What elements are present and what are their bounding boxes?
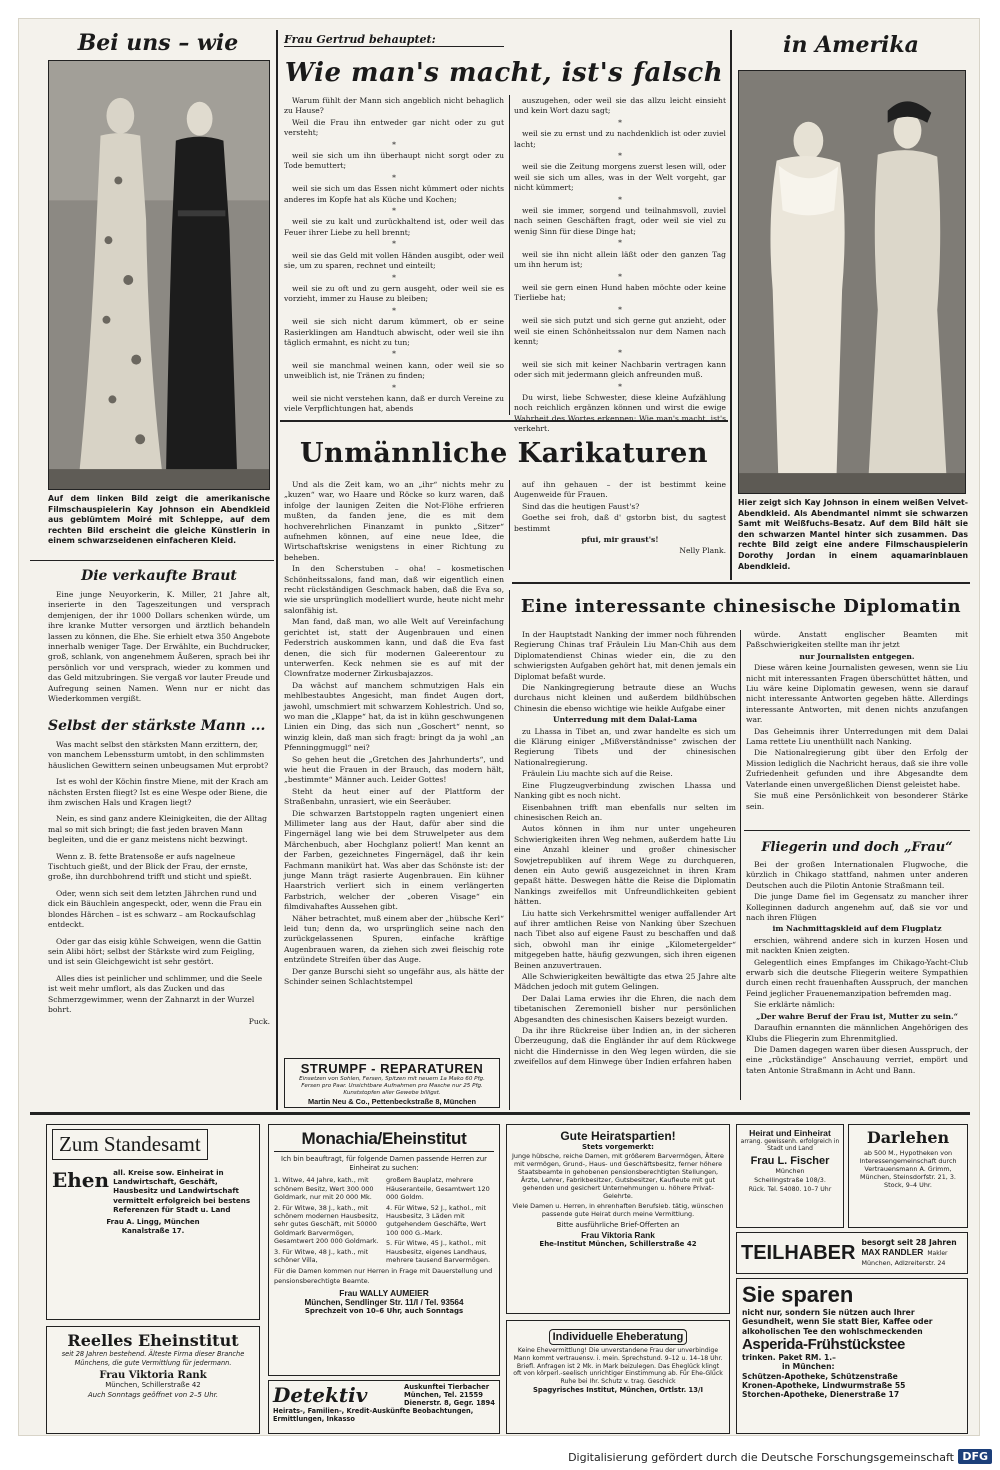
mann-stanza: Nein, es sind ganz andere Kleinigkeiten, die der Alltag mal so mit sich bringt; die fast jeden braven Mann begleiten, und die er ganz meistens nicht bezwingt. [48, 814, 267, 845]
standesamt-text: all. Kreise sow. Einheirat in Landwirtschaft, Geschäft, Hausbesitz und Landwirtschaft vermittelt erfolgreich bei bestens Referenzen für Stadt u. Land [113, 1168, 251, 1214]
left-photo-kay-johnson [48, 60, 270, 490]
gertrud-star: * [392, 305, 396, 315]
ad-sie-sparen [736, 1278, 968, 1434]
gertrud-para: weil sie sich um ihn überhaupt nicht sorgt oder zu Tode bemuttert; [284, 151, 504, 171]
gertrud-para: Weil die Frau ihn entweder gar nicht oder zu gut versteht; [284, 117, 504, 138]
detektiv-bottom: Heirats-, Familien-, Kredit-Auskünfte Beobachtungen, Ermittlungen, Inkasso [273, 1407, 474, 1423]
monachia-intro: Ich bin beauftragt, für folgende Damen passende Herren zur Einheirat zu suchen: [281, 1155, 487, 1173]
mann-title: Selbst der stärkste Mann ... [48, 718, 266, 734]
mann-stanza: Alles dies ist peinlicher und schlimmer, und die Seele ist weit mehr umflort, als das Zucken und das Schmerzgewimmer, wenn der Zahnarzt in der Wurzel bohrt. [48, 973, 263, 1014]
chinesische-para: zu Lhassa in Tibet an, und zwar handelte es sich um die Klärung einiger „Mißverständnisse“ zwischen der Regierung Tibets und der chinesischen Nationalregierung. [514, 726, 736, 767]
standesamt-ehen: Ehen [52, 1168, 110, 1192]
mann-stanza: Wenn z. B. fette Bratensoße er aufs nagelneue Tischtuch gießt, und der Blick der Frau, der ernste, große, ihn durchbohrend trifft und sticht und spießt. [48, 851, 252, 882]
chinesische-para: würde. Anstatt englischer Beamten mit Paßschwierigkeiten stellte man ihr jetzt [746, 630, 968, 650]
sparen-shop: Schützen-Apotheke, Schützenstraße [742, 1371, 898, 1381]
karikaturen-para: Und als die Zeit kam, wo an „ihr“ nichts mehr zu „kuzen“ war, wo Haare und Röcke so kurz waren, daß infolge der launigen Zeiten die Not-Flöhe erfrieren mußten, da fanden jene, die es mit dem hochverehrlichen Finanzamt in punkto „Sitzer“ aufnehmen können, auf eine neue Idee, die Wirtschaftskrise wenigstens in einer Richtung zu beheben. [284, 480, 504, 562]
gertrud-para: weil sie gern einen Hund haben möchte oder keine Tierliebe hat; [514, 282, 726, 303]
braut-title: Die verkaufte Braut [81, 568, 237, 584]
sparen-price: trinken. Paket RM. 1.– [742, 1353, 836, 1363]
monachia-name: Frau WALLY AUMEIER [339, 1287, 429, 1298]
braut-text: Eine junge Neuyorkerin, K. Miller, 21 Jahre alt, inserierte in den Tageszeitungen und versprach demjenigen, der ihr 1000 Dollars schenken würde, um ihre kranke Mutter versorgen und ärztlich behandeln lassen zu können, die Ehe. Sie erhielt etwa 350 Angebote innerhalb weniger Tage. Der Erwählte, ein Buchdrucker, groß, schlank, von angenehmem Äußeren, sprach bei ihr persönlich vor und versprach, wieder zu kommen und das Geld mitzubringen. Sie vergaß vor lauter Freude und Aufregung seinen Namen. Wenn nur er nicht das Wiederkommen vergißt. [48, 590, 270, 704]
fischer-addr: Schellingstraße 108/3. [754, 1176, 826, 1185]
detektiv-side1: Auskunftei Tierbacher [404, 1383, 490, 1391]
fischer-tel: Rück. Tel. 54080. 10–7 Uhr [748, 1186, 832, 1194]
ad-monachia-eheinstitut [268, 1124, 500, 1376]
fliegerin-para: Die junge Dame fiel im Gegensatz zu mancher ihrer Kolleginnen dadurch angenehm auf, daß sie vor und nach ihren Flügen [746, 892, 968, 923]
chinesische-para: Fräulein Liu machte sich auf die Reise. [522, 769, 673, 779]
sparen-text: nicht nur, sondern Sie nützen auch Ihrer Gesundheit, wenn Sie statt Bier, Kaffee oder alkoholischen Tee den wohlschmeckenden [742, 1308, 933, 1336]
ad-zum-standesamt [46, 1124, 260, 1320]
gertrud-star: * [392, 139, 396, 149]
left-photo-caption: Auf dem linken Bild zeigt die amerikanische Filmschauspielerin Kay Johnson ein Abendkleid aus geblümtem Moiré mit Schleppe, auf dem rechten Bild erscheint die gleiche Künstlerin in einem schwarzseidenen einfacheren Kleid. [48, 494, 270, 546]
gertrud-column-2 [514, 96, 726, 434]
chinesische-subhead: nur Journalisten entgegen. [799, 651, 915, 661]
gertrud-star: * [618, 151, 622, 161]
detektiv-side3: Dienerstr. 8, Gegr. 1894 [404, 1399, 495, 1407]
gertrud-para: weil sie sich mit keiner Nachbarin vertragen kann oder sich mit jedermann gleich anfreunden muß. [514, 359, 726, 380]
strumpf-text: Einsetzen von Sohlen, Fersen, Spitzen mit neuem 1a Mako 60 Pfg. Fersen pro Paar. Unsichtbare Aufnahmen pro Masche nur 25 Pfg. Kunststopfen aller Gewebe billigst. [299, 1076, 485, 1096]
ad-gute-heiratspartien [506, 1124, 730, 1314]
monachia-note: Für die Damen kommen nur Herren in Frage mit Dauerstellung und pensionsberechtigte Beamte. [274, 1267, 493, 1285]
darlehen-text: ab 500 M., Hypotheken von Interessengemeinschaft durch Vertrauensmann A. Grimm, München, Steinsdorfstr. 21, 3. Stock, 9–4 Uhr. [859, 1149, 957, 1189]
fliegerin-subhead: im Nachmittagskleid auf dem Flugplatz [772, 924, 942, 934]
gertrud-star: * [392, 349, 396, 359]
gute-name: Frau Viktoria Rank [581, 1230, 655, 1241]
sparen-brand: Asperida-Frühstückstee [742, 1336, 905, 1354]
chinesische-para: Diese wären keine Journalisten gewesen, wenn sie Liu nicht mit interessanten Fragen überschüttet hätten, und Liu wäre keine Diplomatin gewesen, wenn sie darauf nicht interessante Antworten gegeben hätte. Allerdings interessante Antworten, mit denen nichts anzufangen war. [746, 663, 968, 725]
reelles-addr: München, Schillerstraße 42 [105, 1381, 201, 1390]
chinesische-title: Eine interessante chinesische Diplomatin [520, 596, 962, 617]
column-rule [509, 480, 510, 570]
ad-detektiv-tierbacher [268, 1380, 500, 1434]
karikaturen-para: Steht da heut einer auf der Plattform der Straßenbahn, unrasiert, wie ein Seeräuber. [284, 786, 504, 807]
gute-text2: Viele Damen u. Herren, in ehrenhaften Berufsleb. tätig, wünschen passende gute Heirat durch meine Vermittlung. [512, 1202, 724, 1219]
reelles-title: Reelles Eheinstitut [67, 1331, 239, 1350]
karikaturen-para: auf ihn gehauen – der ist bestimmt keine Augenweide für Frauen. [514, 480, 726, 500]
mann-stanza: Was macht selbst den stärksten Mann erzittern, der, von manchem Lebenssturm umtobt, in den schlimmsten häuslichen Gewittern seinen unbeugsamen Mut erprobt? [48, 740, 269, 770]
chinesische-para: Eine Flugzeugverbindung zwischen Lhassa und Nanking gibt es noch nicht. [514, 780, 736, 801]
teilhaber-title: TEILHABER [741, 1241, 856, 1264]
gertrud-para: weil sie sich nicht darum kümmert, ob er seine Rasierklingen am Handtuch abwischt, oder weil sie ihn täglich ermahnt, es nicht zu tun; [284, 317, 504, 347]
gertrud-para: weil sie zu ernst und zu nachdenklich ist oder zuviel lacht; [514, 129, 726, 149]
fliegerin-para: Gelegentlich eines Empfanges im Chikago-Yacht-Club erwarb sich die deutsche Fliegerin weitere Sympathien durch einen recht frauenhaften Ausspruch, der manchen Feind jeglicher Frauenemanzipation befremden mag. [746, 957, 968, 998]
reelles-name: Frau Viktoria Rank [99, 1370, 207, 1382]
column-rule [509, 95, 510, 415]
fischer-sub: arrang. gewissenh. erfolgreich in Stadt und Land [740, 1138, 840, 1153]
gertrud-para: weil sie immer, sorgend und teilnahmsvoll, zuviel nach seinen Geschäften fragt, oder weil sie viel zu wenig Sinn für diese Dinge hat; [514, 206, 726, 236]
karikaturen-para: So gehen heut die „Gretchen des Jahrhunderts“, und wie heut die Frauen in der Brauch, das modern hält, „bestimmte“ Männer auch. Leider Gottes! [284, 754, 504, 785]
strumpf-shop: Martin Neu & Co., Pettenbeckstraße 8, München [308, 1097, 476, 1106]
monachia-offer: 3. Für Witwe, 48 J., kath., mit schöner Villa, [274, 1247, 369, 1265]
ad-teilhaber [736, 1232, 968, 1274]
karikaturen-para: Goethe sei froh, daß d' gstorbn bist, du sagtest bestimmt [514, 513, 726, 533]
chinesische-subhead: Unterredung mit dem Dalai-Lama [552, 715, 698, 725]
karikaturen-para: In den Scherstuben – oha! – kosmetischen Schönheitssalons, fand man, daß wir eigentlich einen recht rückständigen Geschmack haben, daß die Eva so, wie sie ursprünglich modelliert wurde, heute nicht mehr salonfähig ist. [284, 564, 504, 615]
karikaturen-para: Sind das die heutigen Faust's? [522, 501, 640, 511]
fischer-name: Frau L. Fischer [750, 1154, 830, 1167]
footer-text: Digitalisierung gefördert durch die Deutsche Forschungsgemeinschaft [568, 1451, 954, 1464]
chinesische-para: Alle Schwierigkeiten bewältigte das etwa 25 Jahre alte Mädchen jedoch mit gutem Gelingen. [514, 972, 736, 992]
section-rule [30, 560, 274, 561]
fliegerin-quote: „Der wahre Beruf der Frau ist, Mutter zu sein.“ [755, 1011, 959, 1021]
column-rule [509, 590, 510, 1110]
teilhaber-text2: MAX RANDLER [861, 1247, 924, 1258]
individuelle-text: Keine Ehevermittlung! Die unverstandene Frau der unverbindige Mann kommt vertrauensv. i. mein. Sprechstund. 9–12 u. 14–18 Uhr. Briefl. Anfragen ist 2 Mk. in Mark beizulegen. Das Eheglück klingt oft von körperl.-seelisch unrichtiger Einstimmung ab. Für Ehe-Glück Ruhe bei Ihr. Schutz v. trag. Geschick [513, 1347, 723, 1386]
gertrud-para: Warum fühlt der Mann sich angeblich nicht behaglich zu Hause? [284, 96, 504, 116]
fliegerin-text [746, 860, 968, 1106]
individuelle-addr: Spagyrisches Institut, München, Ortlstr. 13/I [532, 1385, 704, 1394]
monachia-offer: 5. Für Witwe, 45 J., kathol., mit Hausbesitz, eigenes Landhaus, mehrere tausend Barvermögen. [386, 1239, 491, 1265]
left-heading: Bei uns – wie [77, 30, 239, 56]
gertrud-para: weil sie ihn nicht allein läßt oder den ganzen Tag um ihn herum ist; [514, 249, 726, 270]
karikaturen-column-1 [284, 480, 504, 1052]
standesamt-addr: Kanalstraße 17. [121, 1227, 185, 1236]
mann-stanza: Oder, wenn sich seit dem letzten Jährchen rund und dick ein Bäuchlein angespeckt, oder, wenn die Frau ein blondes Härchen – ist es schwarz – am Rockaufschlag entdeckt. [48, 888, 262, 930]
fliegerin-title: Fliegerin und doch „Frau“ [761, 840, 953, 855]
section-rule [512, 582, 970, 584]
sparen-title: Sie sparen [742, 1282, 854, 1307]
standesamt-name: Frau A. Lingg, München [106, 1218, 200, 1227]
gute-title: Gute Heiratspartien! [560, 1129, 676, 1143]
monachia-addr: München, Sendlinger Str. 11/I / Tel. 93564 [304, 1297, 464, 1307]
monachia-offer: 2. Für Witwe, 38 J., kath., mit schönem modernen Hausbesitz, sehr gutes Geschäft, mit 50000 Goldmark Barvermögen, Gesamtwert 200 000 Goldmark. [274, 1203, 379, 1246]
ad-individuelle-eheberatung [506, 1320, 730, 1434]
column-rule [740, 630, 741, 1100]
gertrud-star: * [618, 194, 622, 204]
gute-addr: Ehe-Institut München, Schillerstraße 42 [539, 1240, 697, 1249]
footer-bar [0, 1448, 1000, 1470]
gertrud-star: * [618, 271, 622, 281]
right-photo-american-fashion [738, 70, 966, 494]
karikaturen-pfui: pfui, mir graust's! [581, 535, 659, 545]
chinesische-column-2 [746, 630, 968, 828]
gertrud-para: weil sie zu oft und zu gern ausgeht, oder weil sie es vorzieht, immer zu Hause zu bleiben; [284, 283, 504, 304]
chinesische-para: Der Dalai Lama erwies ihr die Ehren, die nach dem tibetanischen Zeremoniell bisher nur persönlichen Abgesandten des chinesischen Kaisers bezeigt wurden. [514, 993, 736, 1024]
fliegerin-para: Bei der großen Internationalen Flugwoche, die kürzlich in Chikago stattfand, nahmen unter anderen Deutschen auch die Pilotin Antonie Straßmann teil. [746, 860, 968, 890]
mann-poem [48, 740, 270, 1106]
teilhaber-text1: besorgt seit 28 Jahren [861, 1238, 957, 1248]
right-heading: in Amerika [783, 32, 919, 58]
chinesische-para: Liu hatte sich Verkehrsmittel weniger auffallender Art auf ihrer amtlichen Reise von Nanking über Szechuen nach Tibet also auf eigene Faust zu beschaffen und daß sich, obwohl man ihr einige „Kilometergelder“ mitgegeben hatte, häufig gezwungen, sich ihren eigenen Beinen anzuvertrauen. [514, 908, 736, 970]
karikaturen-para: Näher betrachtet, muß einem aber der „hübsche Kerl“ leid tun; denn da, wo ursprünglich seine nach den zurückgelassenen Spuren, einfache kräftige Augenbrauen waren, da ziehen sich zwei fleischig rote entzündete Streifen über das Auge. [284, 913, 504, 965]
ad-reelles-eheinstitut [46, 1326, 260, 1434]
chinesische-para: Da ihr ihre Rückreise über Indien an, in der sicheren Überzeugung, daß die Engländer ihr auf dem Rückwege nicht die Hindernisse in den Weg legen würden, die sie zweifellos auf dem Hinwege über Indien erfahren haben [514, 1026, 736, 1067]
monachia-title: Monachia/Eheinstitut [274, 1129, 494, 1152]
fischer-title: Heirat und Einheirat [749, 1128, 831, 1138]
fischer-city: München [775, 1166, 805, 1175]
dfg-logo: DFG [958, 1449, 992, 1464]
gertrud-star: * [618, 238, 622, 248]
ad-darlehen [848, 1124, 968, 1228]
monachia-offer: 1. Witwe, 44 Jahre, kath., mit schönem Besitz, Wert 300 000 Goldmark, nur mit 20 000 Mk. [274, 1176, 374, 1202]
reelles-hours: Auch Sonntags geöffnet von 2–5 Uhr. [87, 1390, 219, 1399]
gute-call: Bitte ausführliche Brief-Offerten an [556, 1221, 680, 1230]
monachia-offer: 4. Für Witwe, 52 J., kathol., mit Hausbesitz, 3 Läden mit gutgehendem Geschäfte, Wert 100 000 G.-Mark. [386, 1203, 487, 1237]
karikaturen-para: Der ganze Burschi sieht so ungefähr aus, als hätte der Schinder seinen Schlachtstempel [284, 966, 504, 987]
gertrud-star: * [392, 172, 396, 182]
karikaturen-para: Da wächst auf manchem schmutzigen Hals ein mehlbestaubtes Angesicht, man findet Augen dort, jawohl, umschmiert mit schwarzem Kohlestrich. Und so, wo man die „Klappe“ hat, da ist in kühn geschwungenen Linien ein Ding, das sich nun „Goschert“ nennt, so winzig klein, daß man sich fragt: bringt da ja wohl „an Pfenninggmuggl“ nei? [284, 680, 504, 753]
gertrud-star: * [618, 117, 622, 127]
detektiv-title: Detektiv [273, 1383, 368, 1407]
gertrud-para: weil sie sich putzt und sich gerne gut anzieht, oder weil sie einen Schönheitssalon nur dem Namen nach kennt; [514, 316, 726, 346]
right-photo-caption: Hier zeigt sich Kay Johnson in einem weißen Velvet-Abendkleid. Als Abendmantel nimmt sie schwarzen Samt mit Weißfuchs-Besatz. Auf dem Bild hält sie den schwarzen Mantel hinter sich zusammen. Das rechte Bild zeigt eine andere Filmschauspielerin Dorothy Jordan in einem aquamarinblauen Abendkleid. [738, 498, 968, 571]
darlehen-title: Darlehen [866, 1128, 950, 1147]
gertrud-star: * [392, 272, 396, 282]
standesamt-title: Zum Standesamt [52, 1129, 208, 1160]
gertrud-column-1 [284, 96, 504, 414]
gertrud-para: weil sie sich um das Essen nicht kümmert oder nichts anderes im Kopfe hat als Küche und Kochen; [284, 184, 504, 204]
gertrud-para: Du wirst, liebe Schwester, diese kleine Aufzählung noch reichlich ergänzen können und wirst die ewige Wahrheit des Wortes erkennen: Wie man's macht, ist's verkehrt. [514, 392, 726, 434]
monachia-hours: Sprechzeit von 10–6 Uhr, auch Sonntags [304, 1306, 464, 1315]
gertrud-para: weil sie manchmal weinen kann, oder weil sie so unweiblich ist, nie Tränen zu finden; [284, 360, 504, 381]
kicker: Frau Gertrud behauptet: [284, 33, 504, 47]
karikaturen-column-2 [514, 480, 726, 570]
reelles-text: seit 28 Jahren bestehend. Älteste Firma dieser Branche Münchens, die gute Vermittlung für jedermann. [61, 1350, 245, 1368]
monachia-offer: großem Bauplatz, mehrere Häuseranteile, Gesamtwert 120 000 Goldm. [386, 1176, 490, 1202]
sparen-in: in München: [782, 1362, 835, 1372]
gertrud-para: weil sie das Geld mit vollen Händen ausgibt, oder weil sie, um zu sparen, rechnet und einteilt; [284, 250, 504, 271]
section-rule [30, 1112, 970, 1115]
gertrud-para: weil sie die Zeitung morgens zuerst lesen will, oder weil sie sich um alles, was in der Welt vorgeht, gar nicht kümmert; [514, 162, 726, 193]
ad-strumpf-reparaturen [284, 1058, 500, 1108]
detektiv-side2: München, Tel. 21559 [404, 1391, 483, 1399]
chinesische-para: Das Geheimnis ihrer Unterredungen mit dem Dalai Lama rettete Liu unenthüllt nach Nanking. [746, 726, 968, 747]
gute-text: Junge hübsche, reiche Damen, mit größerem Barvermögen, Ältere mit vermögen, Grund-, Haus- und Geschäftsbesitz, ferner höhere Staatsbeamte in gehobenen pensionsberechtigten Stellungen, Ärzte, Lehrer, Fabrikbesitzer, Gutsbesitzer, Kaufleute mit gut gehenden und gesichert Unternehmungen u. höhere Privat-Gelehrte. [512, 1152, 724, 1201]
column-rule [730, 30, 732, 580]
karikaturen-author: Nelly Plank. [679, 546, 726, 556]
mann-stanza: Oder gar das eisig kühle Schweigen, wenn die Gattin sein Alibi hört; selbst der Stärkste wird zum Feigling, und ist sein Gleichgewicht ist sehr gestört. [48, 936, 262, 967]
chinesische-para: Autos können in ihm nur unter ungeheuren Schwierigkeiten ihren Weg nehmen, außerdem hatte Liu eine Anzahl kleiner und großer chinesischer Sowjetrepubliken auf ihrem Wege zu durchqueren, denen ein Auto gewiß ausgezeichnet in ihren Kram gepaßt hätte. Deswegen hätte die Reise die Diplomatin Nankings zweifellos mit Unfreundlichkeiten gebient hätten. [514, 824, 736, 907]
sparen-shop: Storchen-Apotheke, Dienerstraße 17 [742, 1390, 900, 1400]
chinesische-para: Eisenbahnen trifft man ebenfalls nur selten im chinesischen Reich an. [514, 802, 736, 822]
fliegerin-para: erschien, während andere sich in kurzen Hosen und mit nackten Knien zeigten. [746, 935, 968, 956]
gertrud-para: weil sie zu kalt und zurückhaltend ist, oder weil das Feuer ihrer Liebe zu hell brennt; [284, 217, 504, 237]
chinesische-para: Die Nationalregierung gibt über den Erfolg der Mission lediglich die Nachricht heraus, daß sie ihre volle Zufriedenheit gefunden und ihre Abgesandte dem Vaterlande einen unvergeßlichen Dienst geleistet habe. [746, 748, 968, 789]
column-rule [276, 30, 278, 1110]
chinesische-column-1 [514, 630, 736, 1106]
karikaturen-para: Man fand, daß man, wo alle Welt auf Vereinfachung gerichtet ist, statt der Augenbrauen und einen Federstrich auskommen kann, und daß die Eva fast denen, die sich für modernen Galeerentour zu unterwerfen. Keck nehmen sie es auf mit der Clownfratze moderner Zirkusbajazzos. [284, 617, 504, 679]
gertrud-star: * [618, 304, 622, 314]
gertrud-para: auszugehen, oder weil sie das allzu leicht einsieht und kein Wort dazu sagt; [514, 96, 726, 116]
gute-sub: Stets vorgemerkt: [582, 1143, 654, 1151]
gertrud-star: * [392, 239, 396, 249]
strumpf-title: STRUMPF - REPARATUREN [300, 1061, 484, 1076]
gertrud-para: weil sie nicht verstehen kann, daß er durch Vereine zu viele Verpflichtungen hat, abends [284, 393, 504, 414]
ad-frau-fischer [736, 1124, 844, 1228]
chinesische-para: Die Nankingregierung betraute diese an Wuchs durchaus nicht kleinen und außerdem bildhübschen Chinesin die ebenso wichtige wie heikle Aufgabe einer [514, 683, 736, 713]
teilhaber-text4: München, Adlzreiterstr. 24 [861, 1258, 946, 1267]
karikaturen-title: Unmännliche Karikaturen [300, 438, 708, 469]
individuelle-title: Individuelle Eheberatung [549, 1329, 688, 1345]
sparen-shop: Kronen-Apotheke, Lindwurmstraße 55 [742, 1380, 906, 1390]
gertrud-star: * [618, 348, 622, 358]
section-rule [744, 830, 970, 831]
fliegerin-para: Die Damen dagegen waren über diesen Ausspruch, der eine „rückständige“ Anschauung verriet, empört und taten Antonie Straßmann in Acht und Bann. [746, 1044, 968, 1075]
mann-stanza: Ist es wohl der Köchin finstre Miene, mit der Krach am nächsten Ersten fliegt? Ist es eine Wespe oder Biene, die ihm zwischen Hals und Kragen liegt? [48, 777, 269, 808]
chinesische-para: Sie muß eine Persönlichkeit von besonderer Stärke sein. [746, 791, 968, 811]
karikaturen-para: Die schwarzen Bartstoppeln ragten ungeniert einen Millimeter lang aus der Haut, dafür aber sind die Fingernägel lang wie bei dem Struwelpeter aus dem Märchenbuch, aber Hochglanz poliert! Man kennt an der Farben, gezeichnetes Fingernägel, daß ihr kein Fachmann manikürt hat. Was aber das Schönste ist: der junge Mann trägt rasierte Augenbrauen. Ein kühner Haarstrich verliert sich in einem verlängerten Farbstrich, welcher der „oberen Visage“ ein filmdivahaftes Aussehen gibt. [284, 808, 504, 912]
chinesische-para: In der Hauptstadt Nanking der immer noch führenden Regierung Chinas traf Fräulein Liu Man-Chih aus dem Diplomatendienst Chinas wieder ein, die zu den schwierigsten Aufgaben gehört hat, mit denen jemals ein Diplomat befaßt wurde. [514, 630, 736, 681]
fliegerin-para: Sie erklärte nämlich: [754, 1000, 835, 1010]
gertrud-star: * [392, 206, 396, 216]
mann-author: Puck. [248, 1017, 270, 1027]
gertrud-star: * [618, 381, 622, 391]
teilhaber-text3: Makler [927, 1250, 948, 1258]
main-title: Wie man's macht, ist's falsch [284, 58, 724, 88]
fliegerin-para: Daraufhin ernannten die männlichen Angehörigen des Klubs die Fliegerin zum Ehrenmitglied. [746, 1023, 968, 1043]
gertrud-star: * [392, 382, 396, 392]
